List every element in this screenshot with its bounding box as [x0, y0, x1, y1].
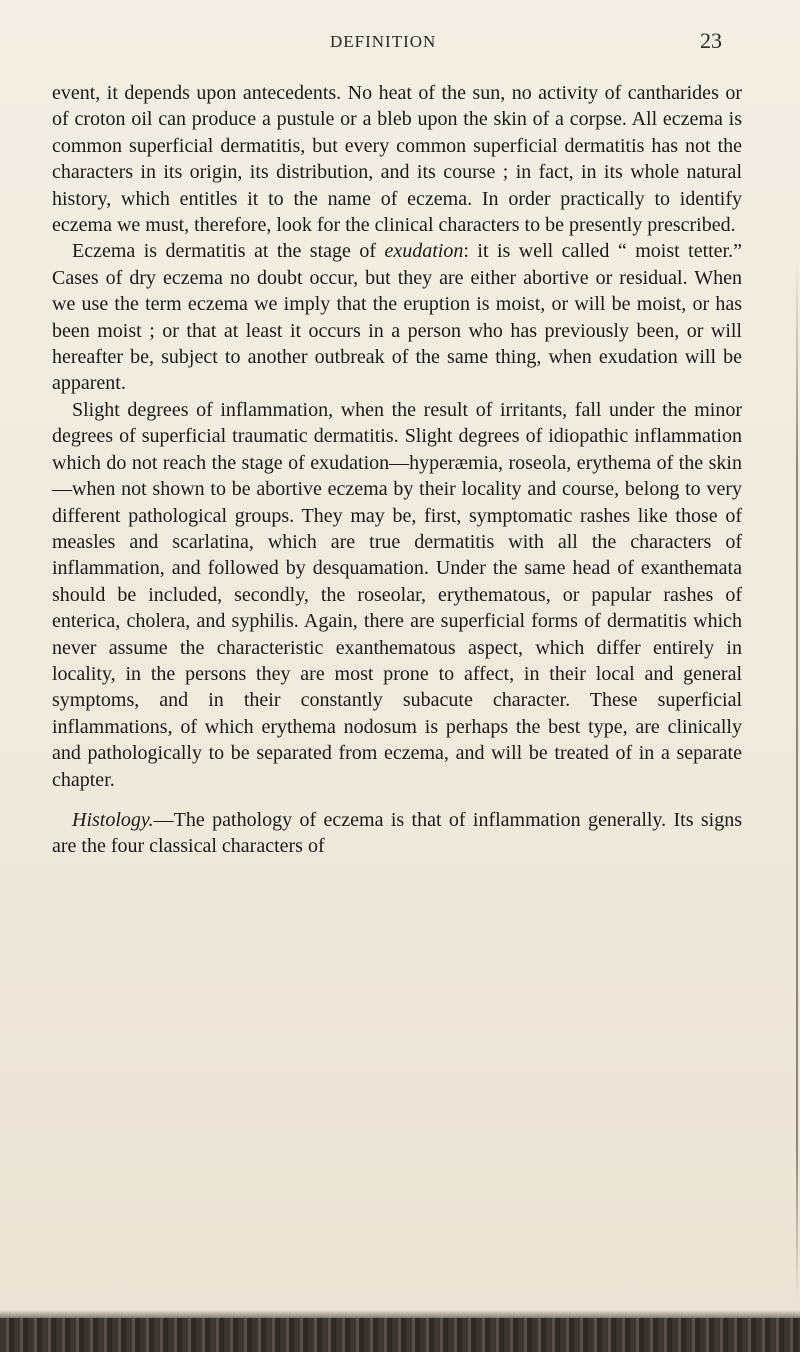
paragraph-histology-text: —The pathology of eczema is that of inflammation generally. Its signs are the four classical characters of	[52, 808, 742, 858]
paragraph-1: event, it depends upon antecedents. No heat of the sun, no activity of cantharides or of croton oil can produce a pustule or a bleb upon the skin of a corpse. All eczema is common superficial dermatitis, but every common superficial dermatitis has not the characters in its origin, its distribution, and its course ; in fact, in its whole natural history, which entitles it to the name of eczema. In order practically to identify eczema we must, therefore, look for the clinical characters to be presently prescribed.	[52, 82, 742, 237]
emphasis-exudation: exudation	[384, 240, 464, 263]
scan-edge-shadow	[0, 1310, 800, 1318]
paragraph-histology	[52, 807, 742, 860]
paragraph-2	[52, 238, 742, 396]
scan-bottom-band	[0, 1318, 800, 1352]
page-edge-shadow	[796, 260, 798, 1300]
running-head: DEFINITION	[330, 32, 437, 51]
page-number: 23	[700, 28, 722, 53]
paragraph-2-lead: Eczema is dermatitis at the stage of	[72, 240, 385, 263]
section-heading-histology: Histology.	[72, 808, 154, 831]
paragraph-2-rest: : it is well called “ moist tetter.” Cases of dry eczema no doubt occur, but they are either abortive or residual. When we use the term eczema we imply that the eruption is moist, or will be moist, or has been moist ; or that at least it occurs in a person who has previously been, or will hereafter be, subject to another outbreak of the same thing, when exudation will be apparent.	[52, 240, 742, 395]
body-text	[52, 80, 742, 860]
paragraph-3: Slight degrees of inflammation, when the result of irritants, fall under the minor degrees of superficial traumatic dermatitis. Slight degrees of idiopathic inflammation which do not reach the stage of exudation—hyperæmia, roseola, erythema of the skin—when not shown to be abortive eczema by their locality and course, belong to very different pathological groups. They may be, first, symptomatic rashes like those of measles and scarlatina, which are true dermatitis with all the characters of inflammation, and followed by desquamation. Under the same head of exanthemata should be included, secondly, the roseolar, erythematous, or papular rashes of enterica, cholera, and syphilis. Again, there are superficial forms of dermatitis which never assume the characteristic exanthematous aspect, which differ entirely in locality, in the persons they are most prone to affect, in their local and general symptoms, and in their constantly subacute character. These superficial inflammations, of which erythema nodosum is perhaps the best type, are clinically and pathologically to be separated from eczema, and will be treated of in a separate chapter.	[52, 398, 742, 791]
